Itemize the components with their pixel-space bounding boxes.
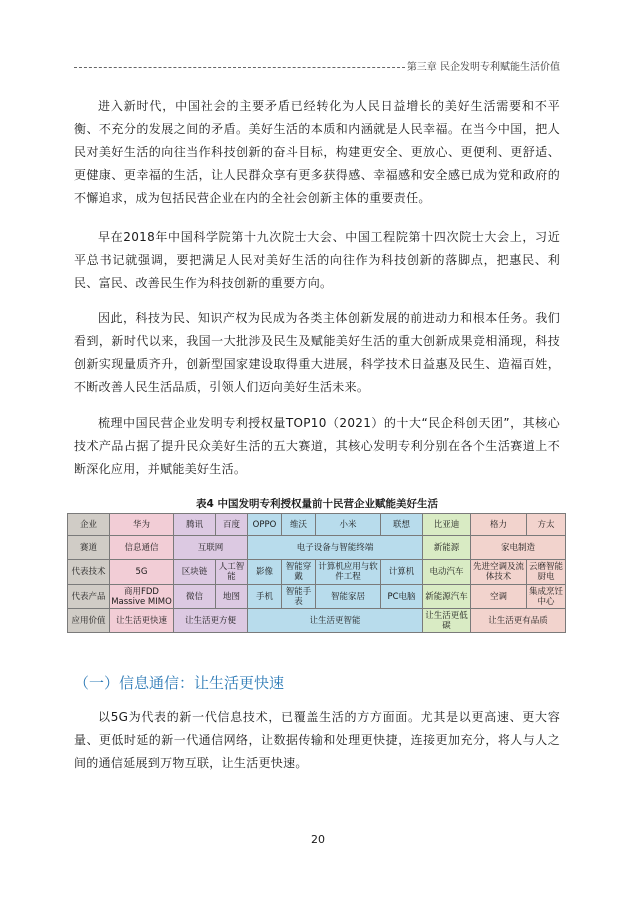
row-label: 企业 <box>68 514 110 536</box>
technology-cell: 区块链 <box>174 560 216 585</box>
company-cell: 比亚迪 <box>423 514 471 536</box>
company-cell: 小米 <box>316 514 381 536</box>
body-paragraph-3: 因此，科技为民、知识产权为民成为各类主体创新发展的前进动力和根本任务。我们看到，新时代以来，我国一大批涉及民生及赋能美好生活的重大创新成果竞相涌现，科技创新实现量质齐升，创新型国家建设取得重大进展，科学技术日益惠及民生、造福百姓，不断改善人民生活品质，引领人们迈向美好生活未来。 <box>74 311 560 394</box>
table-row-product <box>68 585 566 609</box>
technology-cell: 计算机应用与软件工程 <box>316 560 381 585</box>
page-header <box>74 58 560 72</box>
company-cell: 方太 <box>527 514 566 536</box>
track-cell: 新能源 <box>423 536 471 560</box>
company-cell: 华为 <box>110 514 174 536</box>
technology-cell: 云磨智能厨电 <box>527 560 566 585</box>
value-cell: 让生活更方便 <box>174 609 248 633</box>
chapter-title: 第三章 民企发明专利赋能生活价值 <box>406 62 560 73</box>
product-cell: 商用FDD Massive MIMO <box>111 586 172 607</box>
product-cell: 微信 <box>174 585 216 609</box>
table-row-value <box>68 609 566 633</box>
value-cell: 让生活更有品质 <box>471 609 566 633</box>
section-heading: （一）信息通信：让生活更快速 <box>74 674 285 692</box>
section-paragraph: 以5G为代表的新一代信息技术，已覆盖生活的方方面面。尤其是以更高速、更大容量、更低时延的新一代通信网络，让数据传输和处理更快捷，连接更加充分，将人与人之间的通信延展到万物互联，让生活更快速。 <box>74 710 560 770</box>
enterprise-table <box>67 513 566 633</box>
technology-cell: 电动汽车 <box>423 560 471 585</box>
technology-cell: 影像 <box>248 560 282 585</box>
value-cell: 让生活更低碳 <box>423 609 471 633</box>
row-label: 代表技术 <box>68 560 110 585</box>
table-caption: 表4 中国发明专利授权量前十民营企业赋能美好生活 <box>196 498 438 510</box>
product-cell: 智能家居 <box>316 585 381 609</box>
table-row-track <box>68 536 566 560</box>
track-cell: 互联网 <box>174 536 248 560</box>
body-paragraph-2: 早在2018年中国科学院第十九次院士大会、中国工程院第十四次院士大会上，习近平总书记就强调，要把满足人民对美好生活的向往作为科技创新的落脚点，把惠民、利民、富民、改善民生作为科技创新的重要方向。 <box>74 230 560 290</box>
row-label: 应用价值 <box>68 609 110 633</box>
product-cell: 空调 <box>471 585 527 609</box>
product-cell: 智能手表 <box>282 585 316 609</box>
company-cell: 腾讯 <box>174 514 216 536</box>
technology-cell: 5G <box>110 560 174 585</box>
product-cell: 手机 <box>248 585 282 609</box>
track-cell: 电子设备与智能终端 <box>248 536 423 560</box>
company-cell: 联想 <box>381 514 423 536</box>
technology-cell: 计算机 <box>381 560 423 585</box>
body-paragraph-1: 进入新时代，中国社会的主要矛盾已经转化为人民日益增长的美好生活需要和不平衡、不充分的发展之间的矛盾。美好生活的本质和内涵就是人民幸福。在当今中国，把人民对美好生活的向往当作科技创新的奋斗目标，构建更安全、更放心、更便利、更舒适、更健康、更幸福的生活，让人民群众享有更多获得感、幸福感和安全感已成为党和政府的不懈追求，成为包括民营企业在内的全社会创新主体的重要责任。 <box>74 99 560 205</box>
track-cell: 信息通信 <box>110 536 174 560</box>
value-cell: 让生活更智能 <box>248 609 423 633</box>
product-cell: 新能源汽车 <box>423 585 471 609</box>
value-cell: 让生活更快速 <box>110 609 174 633</box>
technology-cell: 人工智能 <box>216 560 248 585</box>
product-cell: PC电脑 <box>381 585 423 609</box>
body-paragraph-4: 梳理中国民营企业发明专利授权量TOP10（2021）的十大“民企科创天团”，其核心技术产品占据了提升民众美好生活的五大赛道，其核心发明专利分别在各个生活赛道上不断深化应用，并赋能美好生活。 <box>74 416 560 476</box>
track-cell: 家电制造 <box>471 536 566 560</box>
company-cell: 百度 <box>216 514 248 536</box>
technology-cell: 先进空调及流体技术 <box>471 560 527 585</box>
header-dashed-rule <box>74 67 405 68</box>
company-cell: 格力 <box>471 514 527 536</box>
technology-cell: 智能穿戴 <box>282 560 316 585</box>
product-cell: 集成烹饪中心 <box>527 585 566 609</box>
company-cell: OPPO <box>248 514 282 536</box>
row-label: 代表产品 <box>68 585 110 609</box>
table-row-company <box>68 514 566 536</box>
company-cell: 维沃 <box>282 514 316 536</box>
row-label: 赛道 <box>68 536 110 560</box>
page-number: 20 <box>311 833 325 846</box>
product-cell: 地图 <box>216 585 248 609</box>
table-row-technology <box>68 560 566 585</box>
